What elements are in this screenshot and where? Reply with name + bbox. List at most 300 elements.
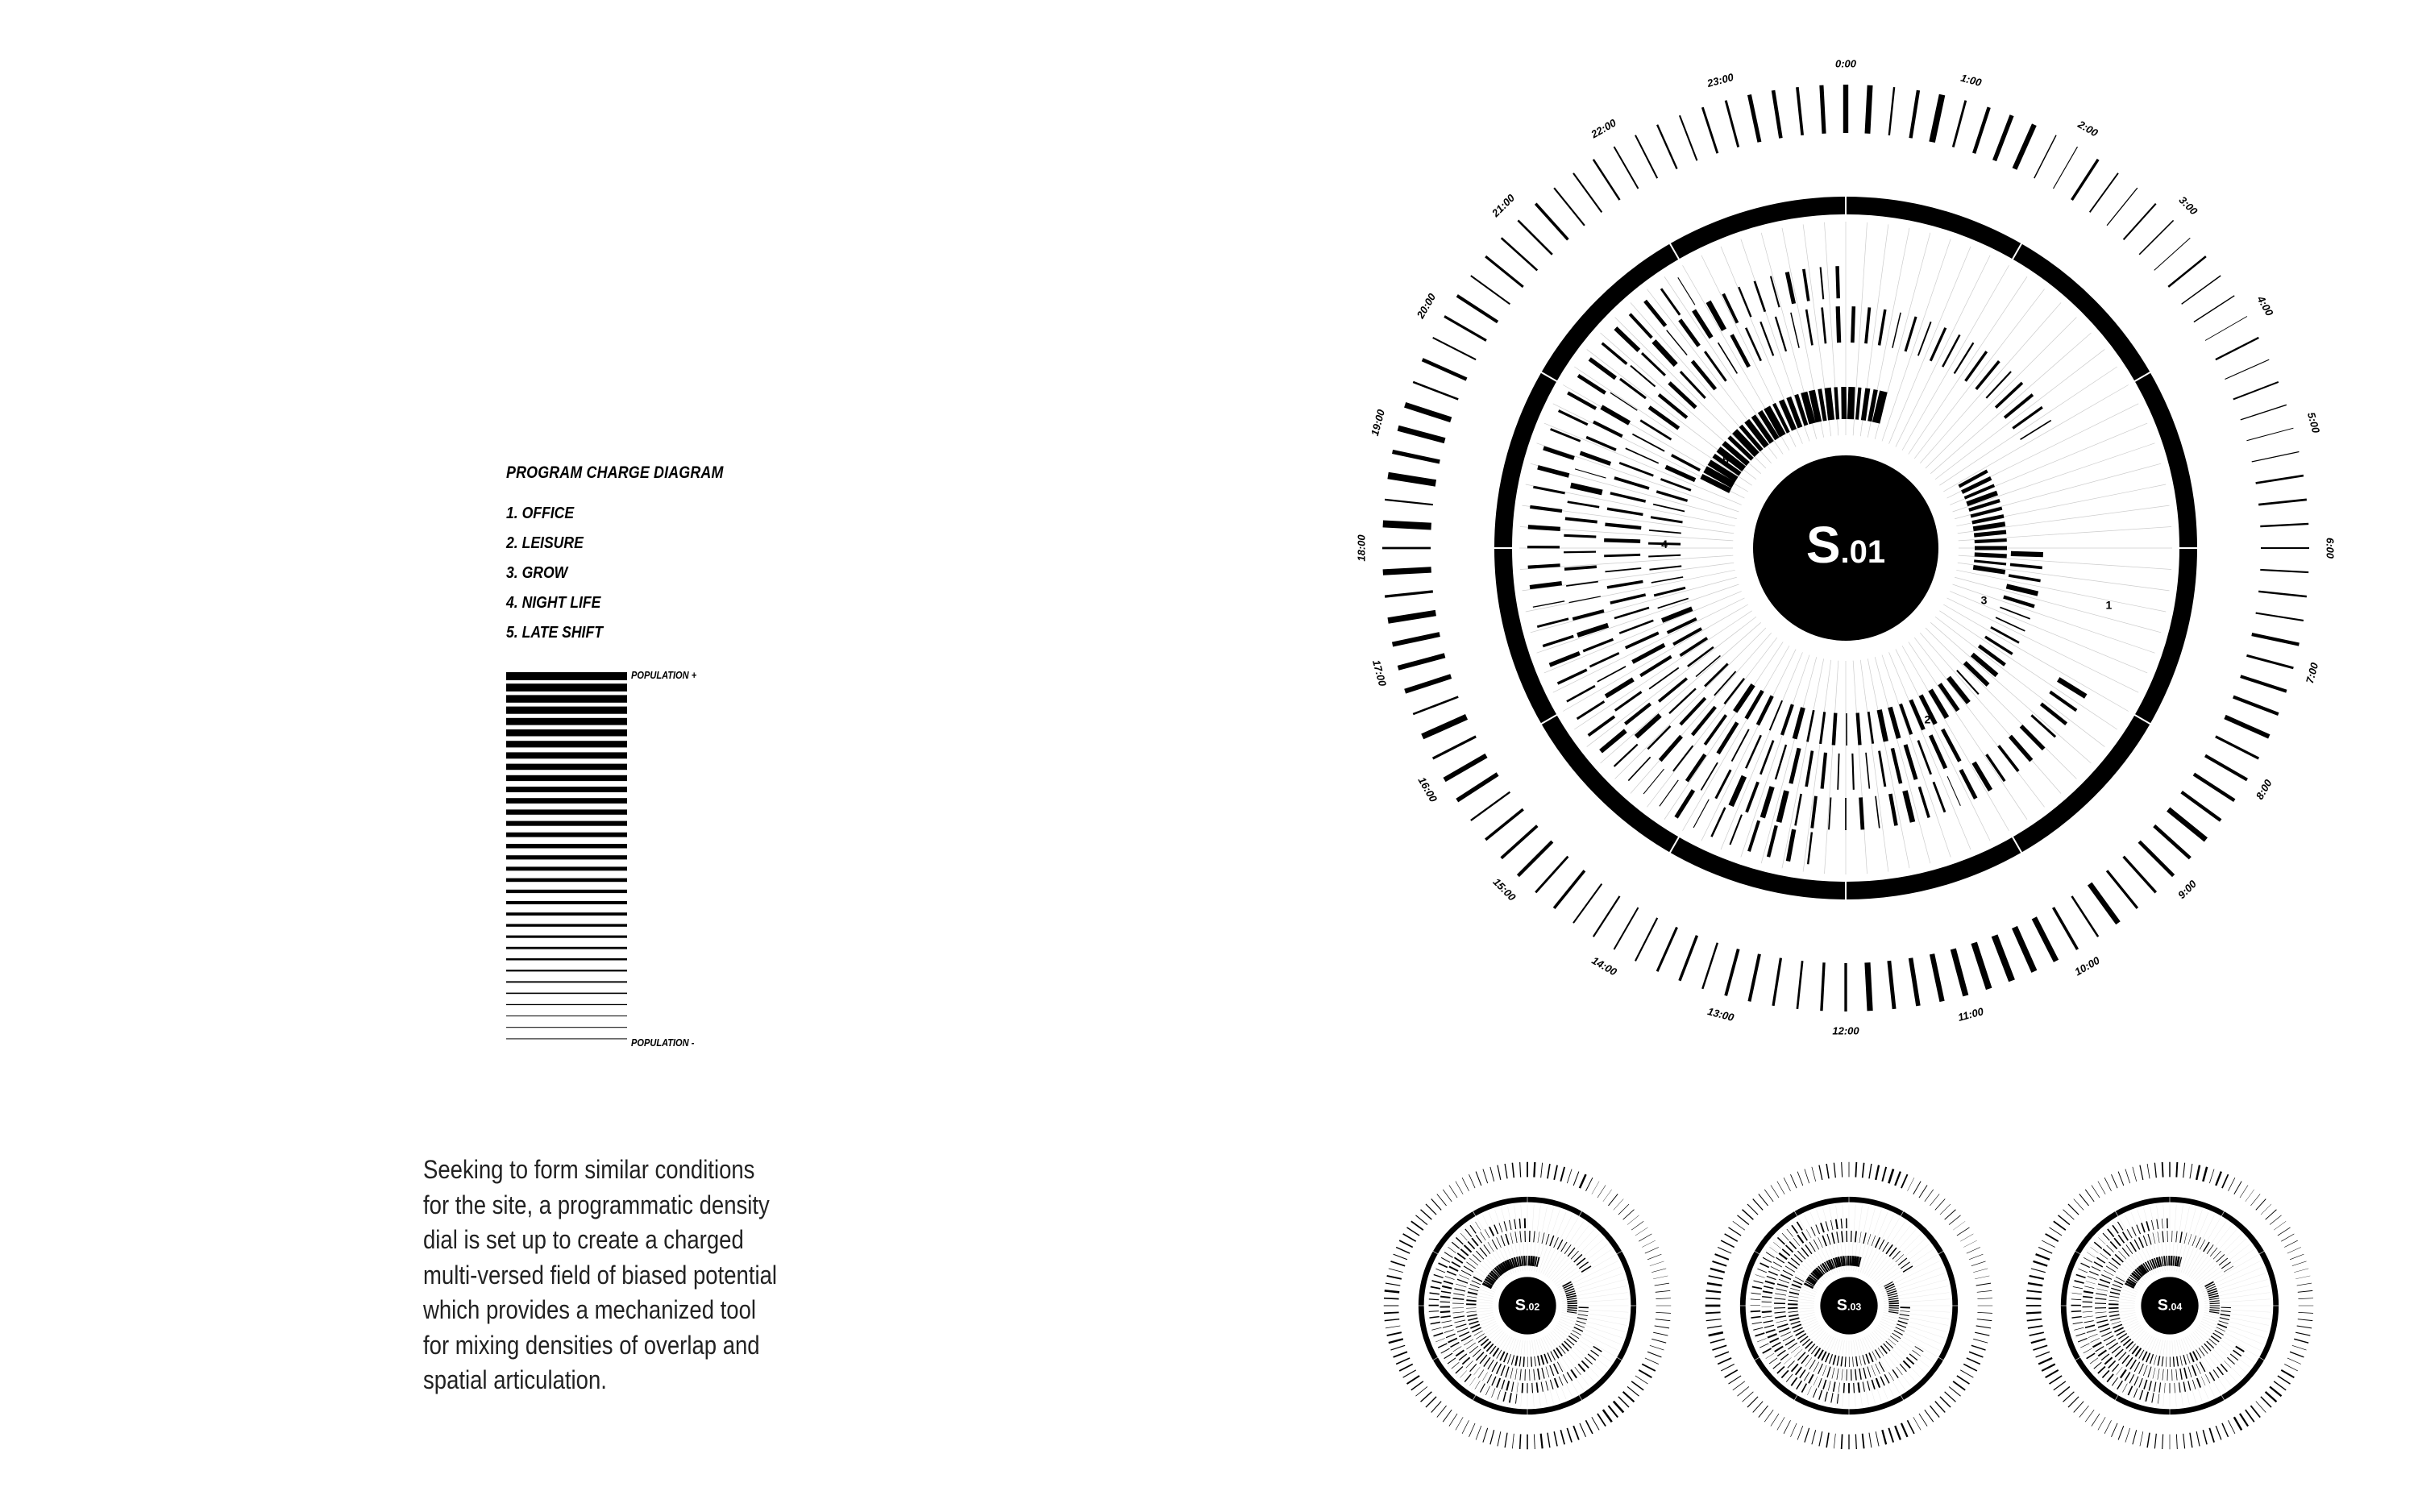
outer-density-tick xyxy=(2071,160,2098,200)
outer-density-tick xyxy=(1593,896,1620,937)
program-band-grow xyxy=(2184,1368,2187,1379)
program-band-leisure xyxy=(1905,791,1912,822)
program-band-office xyxy=(2107,1374,2113,1382)
outer-density-tick xyxy=(2222,1174,2229,1188)
program-band-leisure xyxy=(1770,1338,1779,1342)
outer-density-tick xyxy=(2203,1430,2207,1444)
outer-density-tick xyxy=(1554,1165,1557,1180)
outer-density-tick xyxy=(2042,1364,2055,1370)
description-line: dial is set up to create a charged xyxy=(423,1225,744,1254)
program-band-leisure xyxy=(1567,1372,1572,1381)
program-band-leisure xyxy=(1999,746,2018,771)
outer-density-tick xyxy=(1383,524,1431,526)
legend-item-leisure: 2. LEISURE xyxy=(506,534,584,552)
outer-density-tick xyxy=(1399,1240,1413,1247)
program-band-leisure xyxy=(1806,1229,1811,1238)
outer-density-tick xyxy=(1437,1406,1447,1417)
outer-density-tick xyxy=(1483,1169,1488,1183)
program-band-office xyxy=(1773,1362,1781,1369)
outer-density-tick xyxy=(2014,125,2034,169)
program-band-leisure xyxy=(1909,1354,1917,1360)
program-band-grow xyxy=(1806,309,1812,345)
program-band-leisure xyxy=(1573,611,1604,619)
program-band-grow xyxy=(1855,1231,1856,1242)
program-band-leisure xyxy=(1844,1383,1845,1393)
program-band-night-life xyxy=(2162,1356,2163,1366)
program-band-grow xyxy=(1464,1340,1473,1345)
program-band-grow xyxy=(1501,1365,1505,1376)
outer-density-tick xyxy=(1462,1420,1469,1434)
program-band-grow xyxy=(2130,1360,2136,1369)
program-band-grow xyxy=(1797,1352,1805,1360)
program-band-leisure xyxy=(1546,1381,1548,1390)
radial-guide xyxy=(1878,1249,1933,1286)
radial-guide xyxy=(1939,367,2117,485)
outer-density-tick xyxy=(1490,1430,1494,1444)
program-band-night-life xyxy=(1654,588,1685,596)
program-band-grow xyxy=(1669,688,1696,713)
program-band-leisure xyxy=(2083,1297,2092,1298)
outer-density-tick xyxy=(1512,1434,1514,1448)
radial-guide xyxy=(1555,1244,1607,1285)
outer-density-tick xyxy=(2190,1164,2192,1178)
radial-guide xyxy=(1810,1338,1835,1399)
description-line: for the site, a programmatic density xyxy=(423,1190,770,1219)
program-band-night-life xyxy=(2010,564,2042,567)
outer-density-tick xyxy=(2124,204,2156,240)
population-bar xyxy=(506,1004,627,1005)
outer-density-tick xyxy=(1805,1169,1809,1183)
outer-density-tick xyxy=(2228,1178,2234,1191)
program-band-office xyxy=(1773,1242,1780,1248)
program-band-grow xyxy=(2192,1365,2196,1376)
program-band-grow xyxy=(1454,1289,1465,1291)
program-band-leisure xyxy=(1565,518,1597,521)
outer-density-tick xyxy=(2139,220,2173,254)
outer-density-tick xyxy=(1580,1174,1586,1188)
program-band-grow xyxy=(2219,1258,2228,1265)
program-band-grow xyxy=(1859,1369,1861,1380)
program-band-office xyxy=(2074,1327,2084,1330)
program-band-night-life xyxy=(1793,1281,1802,1285)
program-band-grow xyxy=(1561,1242,1567,1252)
outer-density-tick xyxy=(1384,1312,1399,1313)
outer-density-tick xyxy=(1592,1182,1599,1194)
program-band-leisure xyxy=(1620,379,1646,398)
program-band-grow xyxy=(2115,1254,2123,1262)
program-band-leisure xyxy=(1564,552,1596,553)
outer-density-tick xyxy=(2104,1178,2111,1191)
population-bar xyxy=(506,855,627,859)
outer-density-tick xyxy=(2240,1186,2248,1198)
program-band-office xyxy=(2084,1348,2092,1353)
program-band-office xyxy=(1530,584,1562,588)
program-band-night-life xyxy=(1770,700,1782,730)
program-band-grow xyxy=(1452,1312,1464,1313)
program-band-grow xyxy=(1718,343,1738,373)
program-band-grow xyxy=(1876,1364,1880,1374)
outer-density-tick xyxy=(2233,697,2279,715)
outer-density-tick xyxy=(2295,1276,2310,1279)
program-band-grow xyxy=(2096,1289,2108,1291)
program-band-late-shift xyxy=(1567,1301,1577,1302)
program-band-office xyxy=(1469,1377,1475,1385)
outer-density-tick xyxy=(1631,1381,1643,1390)
outer-density-tick xyxy=(2028,1326,2042,1328)
program-band-leisure xyxy=(1566,582,1598,586)
program-band-leisure xyxy=(1631,366,1656,387)
program-band-late-shift xyxy=(2209,1296,2219,1298)
program-band-night-life xyxy=(1649,530,1681,534)
program-band-grow xyxy=(2200,1240,2205,1249)
program-band-office xyxy=(2087,1353,2095,1359)
program-band-leisure xyxy=(1974,762,1991,790)
program-band-leisure xyxy=(1782,1249,1789,1256)
program-band-grow xyxy=(1852,754,1853,790)
program-band-leisure xyxy=(2151,1220,2154,1230)
program-band-office xyxy=(2080,1344,2089,1348)
outer-density-tick xyxy=(2298,1312,2313,1313)
outer-density-tick xyxy=(2042,1240,2055,1247)
program-band-leisure xyxy=(2213,1369,2219,1377)
radial-guide xyxy=(2203,1273,2266,1294)
program-band-leisure xyxy=(2085,1325,2095,1327)
program-band-night-life xyxy=(2109,1315,2119,1316)
program-band-grow xyxy=(1783,1335,1793,1341)
program-band-office xyxy=(2078,1338,2088,1342)
outer-density-tick xyxy=(1567,1428,1572,1443)
program-band-grow xyxy=(2134,1240,2140,1249)
program-band-office xyxy=(1808,832,1812,864)
density-dial-s03 xyxy=(1696,1153,2002,1459)
program-band-night-life xyxy=(1853,1356,1854,1366)
program-band-late-shift xyxy=(1876,392,1884,423)
outer-density-tick xyxy=(2292,1261,2307,1266)
outer-density-tick xyxy=(2085,1410,2094,1422)
program-band-night-life xyxy=(2116,1277,2125,1281)
program-band-leisure xyxy=(1468,1241,1474,1248)
program-band-leisure xyxy=(2110,1241,2117,1248)
description-line: which provides a mechanized tool xyxy=(423,1295,757,1324)
program-band-night-life xyxy=(1466,1308,1476,1309)
outer-density-tick xyxy=(1398,655,1445,668)
outer-density-tick xyxy=(1390,1261,1405,1266)
program-band-grow xyxy=(1626,448,1659,463)
outer-density-tick xyxy=(1718,1247,1731,1253)
program-band-leisure xyxy=(1863,1382,1864,1392)
outer-density-tick xyxy=(1889,87,1894,135)
program-band-leisure xyxy=(2041,704,2066,724)
outer-density-tick xyxy=(2046,1370,2059,1377)
outer-density-tick xyxy=(1975,1332,1989,1335)
outer-density-tick xyxy=(2071,896,2098,937)
program-band-leisure xyxy=(1564,567,1597,569)
program-band-grow xyxy=(1534,1369,1535,1381)
radial-guide xyxy=(2189,1222,2226,1277)
program-band-grow xyxy=(1791,1258,1800,1265)
program-band-grow xyxy=(2216,1254,2225,1262)
density-dial-s01 xyxy=(1354,56,2337,1040)
program-band-grow xyxy=(2180,1232,2182,1243)
population-bar xyxy=(506,672,627,680)
population-bar xyxy=(506,993,627,995)
outer-density-tick xyxy=(2111,1174,2117,1188)
program-band-night-life xyxy=(1876,1350,1880,1359)
outer-density-tick xyxy=(1749,954,1759,1002)
program-band-leisure xyxy=(1768,1271,1777,1275)
program-band-night-life xyxy=(1795,1277,1804,1281)
program-band-grow xyxy=(1785,1340,1795,1345)
program-band-leisure xyxy=(2096,1257,2104,1263)
program-band-late-shift xyxy=(2209,1298,2219,1300)
outer-density-tick xyxy=(2225,717,2269,736)
program-band-office xyxy=(2075,1281,2084,1283)
program-band-night-life xyxy=(2150,1354,2154,1364)
program-band-leisure xyxy=(1452,1262,1460,1267)
program-band-grow xyxy=(1538,1369,1539,1380)
program-band-office xyxy=(1693,800,1709,828)
radial-guide xyxy=(1939,611,2117,729)
program-band-leisure xyxy=(1636,715,1660,737)
program-band-leisure xyxy=(2154,1382,2156,1392)
program-band-office xyxy=(1551,429,1581,441)
outer-density-tick xyxy=(2194,774,2234,800)
program-band-late-shift xyxy=(1533,1257,1535,1266)
outer-density-tick xyxy=(2090,173,2118,213)
outer-density-tick xyxy=(1443,1410,1452,1422)
program-band-leisure xyxy=(1519,1219,1520,1228)
outer-density-tick xyxy=(1777,1417,1784,1430)
outer-density-tick xyxy=(1449,1414,1457,1427)
hour-label: 13:00 xyxy=(1705,1004,1735,1024)
program-band-grow xyxy=(2122,1355,2129,1364)
outer-density-tick xyxy=(1976,1283,1991,1286)
program-band-grow xyxy=(1930,328,1946,361)
population-bar xyxy=(506,981,627,982)
outer-density-tick xyxy=(2140,1165,2143,1180)
outer-density-tick xyxy=(2168,809,2206,840)
program-band-leisure xyxy=(2205,1374,2210,1383)
outer-density-tick xyxy=(1753,1402,1763,1413)
program-band-leisure xyxy=(1606,679,1633,696)
program-band-grow xyxy=(2139,1237,2144,1248)
program-band-night-life xyxy=(1789,1296,1798,1298)
outer-density-tick xyxy=(2266,1210,2277,1219)
program-band-leisure xyxy=(1654,341,1676,364)
program-band-grow xyxy=(1791,313,1799,348)
outer-density-tick xyxy=(2256,613,2304,621)
program-band-office xyxy=(1825,1392,1827,1402)
outer-density-tick xyxy=(1518,220,1552,254)
program-band-office xyxy=(2090,1358,2098,1364)
program-band-office xyxy=(2146,1392,2148,1402)
outer-density-tick xyxy=(2033,1261,2047,1266)
outer-density-tick xyxy=(1651,1339,1666,1343)
outer-density-tick xyxy=(1707,1326,1722,1328)
outer-density-tick xyxy=(1935,1402,1945,1413)
program-band-late-shift xyxy=(2209,1311,2219,1313)
program-band-night-life xyxy=(1856,1356,1858,1366)
program-band-grow xyxy=(1484,1244,1490,1253)
program-band-leisure xyxy=(1466,1360,1473,1368)
program-band-grow xyxy=(1901,1262,1909,1269)
outer-density-tick xyxy=(2284,1364,2298,1370)
program-band-grow xyxy=(1693,361,1716,389)
program-band-office xyxy=(1503,1392,1506,1402)
outer-density-tick xyxy=(2092,1186,2100,1198)
outer-density-tick xyxy=(2234,1417,2241,1430)
outer-density-tick xyxy=(2092,1414,2100,1427)
program-band-office xyxy=(1628,757,1650,780)
program-band-office xyxy=(1550,653,1580,665)
program-band-office xyxy=(1543,448,1574,459)
program-band-grow xyxy=(2095,1312,2106,1313)
outer-density-tick xyxy=(1901,1174,1908,1188)
program-band-night-life xyxy=(1467,1315,1477,1316)
program-band-leisure xyxy=(1767,1276,1776,1279)
program-band-leisure xyxy=(1502,1380,1505,1389)
program-band-leisure xyxy=(1571,485,1602,492)
program-band-leisure xyxy=(1550,1380,1553,1389)
outer-density-tick xyxy=(1705,1312,1721,1313)
outer-density-tick xyxy=(1431,1402,1441,1413)
program-band-night-life xyxy=(1504,1353,1508,1362)
legend-item-night-life: 4. NIGHT LIFE xyxy=(506,594,601,612)
program-band-grow xyxy=(1554,1364,1559,1374)
outer-density-tick xyxy=(1469,1174,1475,1188)
program-band-office xyxy=(2098,1366,2105,1373)
outer-density-tick xyxy=(1721,1364,1735,1370)
program-band-grow xyxy=(1822,753,1826,789)
radial-guide xyxy=(1882,1317,1945,1338)
program-band-grow xyxy=(1775,1294,1786,1295)
outer-density-tick xyxy=(2252,451,2300,461)
program-band-grow xyxy=(1640,657,1671,676)
hour-label: 17:00 xyxy=(1369,658,1390,688)
radial-guide xyxy=(1560,1317,1623,1338)
program-band-leisure xyxy=(1884,1374,1889,1383)
program-band-office xyxy=(1819,1390,1822,1400)
program-band-office xyxy=(1530,507,1562,511)
program-band-office xyxy=(1589,717,1614,736)
outer-density-tick xyxy=(1585,1420,1592,1434)
program-band-night-life xyxy=(2219,1321,2229,1324)
program-band-leisure xyxy=(2010,736,2031,760)
program-band-night-life xyxy=(1758,696,1772,725)
outer-density-tick xyxy=(1957,1227,1970,1236)
program-band-grow xyxy=(1966,351,1987,381)
program-band-grow xyxy=(1484,1357,1490,1366)
program-band-grow xyxy=(2184,1232,2187,1244)
program-band-grow xyxy=(2139,1364,2144,1374)
program-band-office xyxy=(1498,1390,1501,1400)
outer-density-tick xyxy=(1651,1269,1666,1273)
outer-density-tick xyxy=(2098,1417,2105,1430)
radial-guide xyxy=(1587,617,1756,746)
program-band-grow xyxy=(1459,1332,1469,1337)
program-band-office xyxy=(1777,1366,1784,1373)
program-band-grow xyxy=(2126,1244,2133,1253)
radial-guide xyxy=(1889,652,1971,849)
program-band-leisure xyxy=(2083,1316,2092,1318)
outer-density-tick xyxy=(2050,1376,2063,1384)
program-band-night-life xyxy=(1577,1321,1586,1324)
program-band-leisure xyxy=(1586,437,1616,450)
radial-guide xyxy=(1863,1212,1888,1273)
program-band-late-shift xyxy=(1567,1296,1577,1298)
outer-density-tick xyxy=(1932,95,1942,143)
program-band-grow xyxy=(2122,1248,2129,1257)
radial-guide xyxy=(1868,1222,1905,1277)
program-band-office xyxy=(2072,1293,2082,1294)
outer-density-tick xyxy=(1974,107,1989,153)
program-band-late-shift xyxy=(2210,1307,2220,1308)
description-line: Seeking to form similar conditions xyxy=(423,1155,755,1184)
program-band-grow xyxy=(1469,1258,1478,1265)
program-band-grow xyxy=(1880,309,1885,345)
outer-density-tick xyxy=(1932,954,1942,1002)
outer-density-tick xyxy=(1949,1215,1960,1225)
program-band-night-life xyxy=(1548,1352,1552,1361)
program-band-leisure xyxy=(1841,1219,1842,1228)
outer-density-tick xyxy=(1554,870,1585,908)
program-band-office xyxy=(1475,1381,1481,1389)
outer-density-tick xyxy=(1485,256,1523,287)
outer-density-tick xyxy=(1485,809,1523,840)
outer-density-tick xyxy=(1597,1186,1606,1198)
program-band-grow xyxy=(2221,1262,2230,1269)
outer-density-tick xyxy=(1784,1178,1790,1191)
program-band-leisure xyxy=(1800,1369,1805,1377)
outer-density-tick xyxy=(2281,1370,2294,1377)
program-band-grow xyxy=(2196,1364,2201,1374)
outer-density-tick xyxy=(2176,1162,2177,1178)
outer-density-tick xyxy=(2038,1247,2052,1253)
program-band-office xyxy=(2071,1311,2081,1312)
outer-density-tick xyxy=(2074,1402,2084,1413)
program-band-office xyxy=(1782,1233,1789,1240)
outer-density-tick xyxy=(1387,1332,1402,1335)
program-band-night-life xyxy=(2109,1296,2119,1298)
outer-density-tick xyxy=(2090,884,2118,924)
outer-density-tick xyxy=(1895,1426,1901,1439)
program-band-leisure xyxy=(2217,1367,2224,1375)
outer-density-tick xyxy=(1426,1204,1436,1215)
outer-density-tick xyxy=(2031,1269,2046,1273)
program-band-leisure xyxy=(2183,1382,2185,1392)
outer-density-tick xyxy=(2222,1423,2229,1437)
program-band-grow xyxy=(2192,1236,2196,1246)
program-band-leisure xyxy=(1804,269,1809,301)
radial-guide xyxy=(1793,1222,1830,1277)
outer-density-tick xyxy=(1534,1162,1535,1178)
population-bar xyxy=(506,901,627,904)
outer-density-tick xyxy=(2260,524,2308,526)
program-band-leisure xyxy=(2139,1378,2142,1388)
outer-density-tick xyxy=(1456,1417,1463,1430)
program-band-grow xyxy=(1473,1254,1481,1262)
program-band-grow xyxy=(1809,1360,1815,1369)
program-band-grow xyxy=(1464,1266,1473,1272)
program-band-night-life xyxy=(1519,1356,1521,1366)
program-band-leisure xyxy=(2209,1372,2214,1381)
program-band-late-shift xyxy=(2173,1256,2174,1265)
population-bar xyxy=(506,775,627,781)
outer-density-tick xyxy=(1963,1240,1977,1247)
program-band-leisure xyxy=(1892,1369,1898,1377)
outer-density-tick xyxy=(1541,1434,1543,1448)
outer-density-tick xyxy=(2033,1345,2047,1350)
